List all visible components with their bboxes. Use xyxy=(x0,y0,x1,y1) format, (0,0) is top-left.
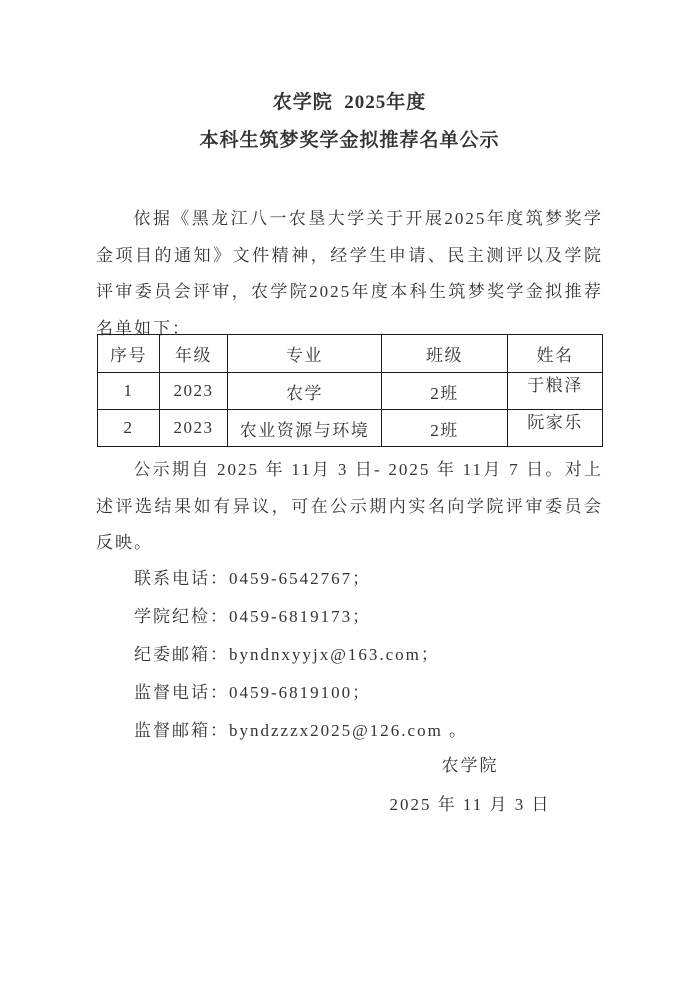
scholarship-table xyxy=(97,334,603,447)
signature-block xyxy=(330,752,610,819)
signature-date: 2025 年 11 月 3 日 xyxy=(389,795,551,814)
col-header-index: 序号 xyxy=(98,335,160,373)
page-title-line2: 本科生筑梦奖学金拟推荐名单公示 xyxy=(199,130,500,151)
supervision-email-line: 监督邮箱：byndzzzx2025@126.com 。 xyxy=(134,721,469,740)
page-title-line1: 农学院 2025年度 xyxy=(272,92,427,113)
col-header-major: 专业 xyxy=(228,335,382,373)
table-row xyxy=(98,410,603,447)
cell-grade: 2023 xyxy=(160,373,228,410)
discipline-email-line: 纪委邮箱：byndnxyyjx@163.com； xyxy=(134,645,440,664)
cell-class: 2班 xyxy=(382,410,508,447)
table-header-row xyxy=(98,335,603,373)
cell-index: 1 xyxy=(98,373,160,410)
table-row xyxy=(98,373,603,410)
col-header-name: 姓名 xyxy=(508,335,603,373)
contact-phone-line: 联系电话：0459-6542767； xyxy=(134,569,372,588)
cell-class: 2班 xyxy=(382,373,508,410)
cell-name: 于粮泽 xyxy=(508,373,603,410)
cell-name: 阮家乐 xyxy=(508,410,603,447)
supervision-phone-line: 监督电话：0459-6819100； xyxy=(134,683,372,702)
col-header-class: 班级 xyxy=(382,335,508,373)
notice-paragraph: 公示期自 2025 年 11月 3 日- 2025 年 11月 7 日。对上述评选结果如有异议，可在公示期内实名向学院评审委员会反映。 xyxy=(96,460,603,552)
contacts-block xyxy=(134,560,614,750)
intro-paragraph: 依据《黑龙江八一农垦大学关于开展2025年度筑梦奖学金项目的通知》文件精神，经学生申请、民主测评以及学院评审委员会评审，农学院2025年度本科生筑梦奖学金拟推荐名单如下： xyxy=(96,209,603,338)
cell-grade: 2023 xyxy=(160,410,228,447)
cell-index: 2 xyxy=(98,410,160,447)
discipline-phone-line: 学院纪检：0459-6819173； xyxy=(134,607,372,626)
roster-table xyxy=(97,334,603,447)
col-header-grade: 年级 xyxy=(160,335,228,373)
cell-major: 农学 xyxy=(228,373,382,410)
signature-org: 农学院 xyxy=(441,756,499,775)
cell-major: 农业资源与环境 xyxy=(228,410,382,447)
